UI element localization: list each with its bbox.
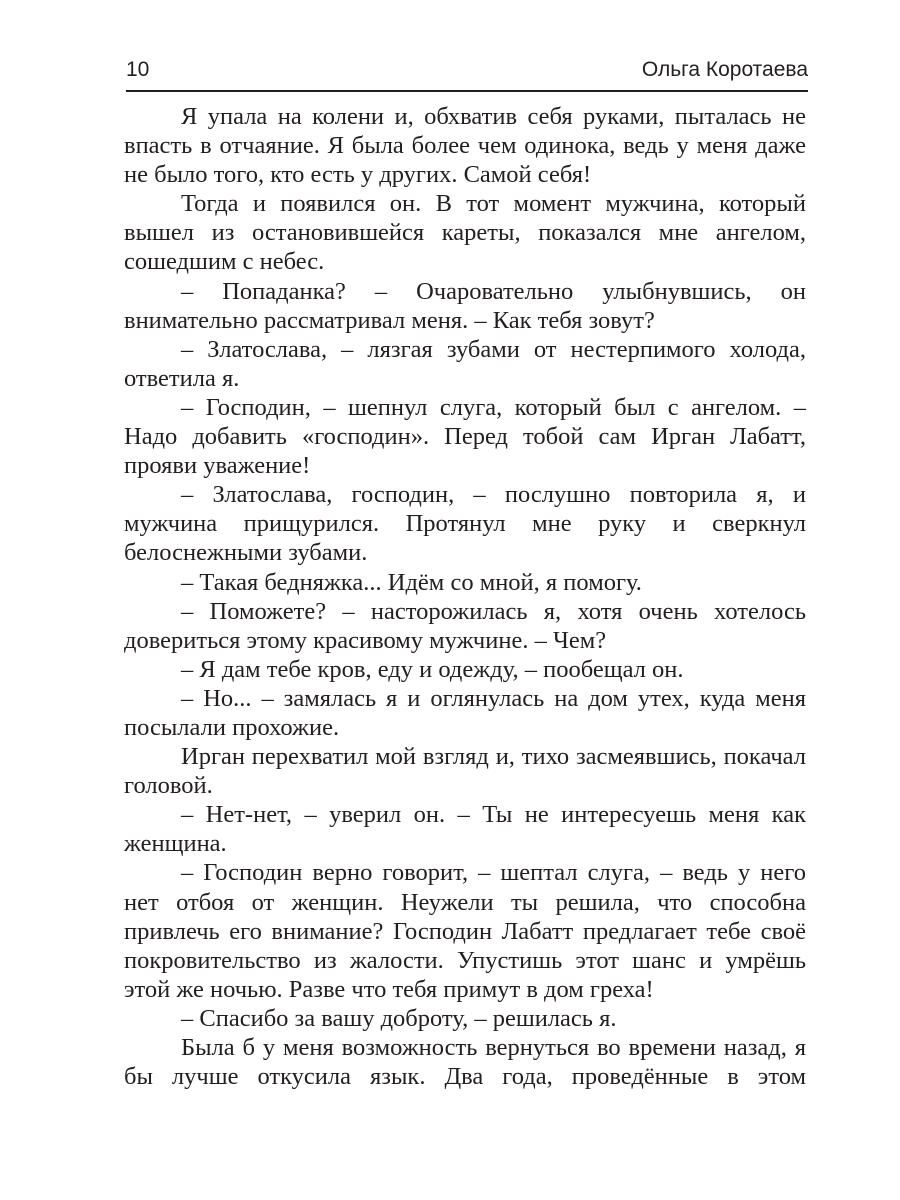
paragraph: – Господин, – шепнул слуга, который был с ангелом. – Надо добавить «господин». Перед тобой сам Ирган Лабатт, прояви уважение!	[124, 393, 806, 480]
header-rule	[126, 90, 808, 92]
paragraph: Я упала на колени и, обхватив себя руками, пыталась не впасть в отчаяние. Я была более чем одинока, ведь у меня даже не было того, кто есть у других. Самой себя!	[124, 103, 806, 189]
paragraph: – Нет-нет, – уверил он. – Ты не интересуешь меня как женщина.	[124, 801, 806, 858]
paragraph: – Такая бедняжка... Идём со мной, я помогу.	[181, 568, 642, 596]
running-head	[126, 58, 808, 88]
paragraph: Была б у меня возможность вернуться во времени назад, я бы лучше откусила язык. Два года, проведённые в этом	[124, 1034, 806, 1091]
paragraph: – Но... – замялась я и оглянулась на дом утех, куда меня посылали прохожие.	[124, 684, 806, 741]
paragraph: – Я дам тебе кров, еду и одежду, – пообещал он.	[181, 655, 684, 683]
paragraph: Тогда и появился он. В тот момент мужчина, который вышел из остановившейся кареты, показался мне ангелом, сошедшим с небес.	[124, 190, 806, 276]
paragraph: – Поможете? – насторожилась я, хотя очень хотелось довериться этому красивому мужчине. – Чем?	[124, 597, 806, 654]
paragraph: – Господин верно говорит, – шептал слуга, – ведь у него нет отбоя от женщин. Неужели ты решила, что способна привлечь его внимание? Господин Лабатт предлагает тебе своё покровительство из жалости. Упустишь этот шанс и умрёшь этой же ночью. Разве что тебя примут в дом греха!	[124, 859, 806, 1003]
paragraph: – Златослава, господин, – послушно повторила я, и мужчина прищурился. Протянул мне руку и сверкнул белоснежными зубами.	[124, 481, 806, 567]
page-number: 10	[126, 58, 150, 81]
paragraph: – Спасибо за вашу доброту, – решилась я.	[181, 1004, 617, 1032]
paragraph: – Златослава, – лязгая зубами от нестерпимого холода, ответила я.	[124, 335, 806, 392]
body-text	[124, 102, 806, 1091]
author-name: Ольга Коротаева	[641, 58, 808, 81]
paragraph: Ирган перехватил мой взгляд и, тихо засмеявшись, покачал головой.	[124, 743, 806, 800]
paragraph: – Попаданка? – Очаровательно улыбнувшись, он внимательно рассматривал меня. – Как тебя зовут?	[124, 277, 806, 334]
